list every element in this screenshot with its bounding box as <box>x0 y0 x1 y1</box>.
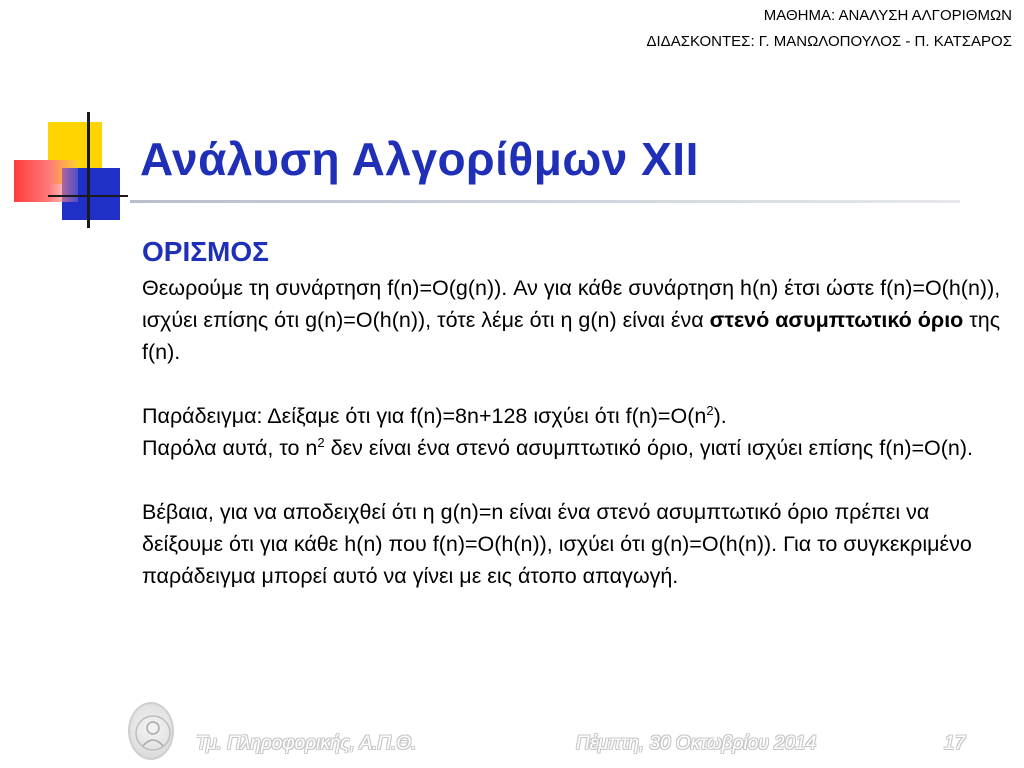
footer-date: Πέμπτη, 30 Οκτωβρίου 2014 <box>576 733 817 754</box>
page-title: Ανάλυση Αλγορίθμων XII <box>140 133 699 185</box>
title-underline <box>130 200 960 203</box>
footer-page-number: 17 <box>944 733 966 754</box>
conclusion-paragraph: Βέβαια, για να αποδειχθεί ότι η g(n)=n είναι ένα στενό ασυμπτωτικό όριο πρέπει να δείξουμε ότι για κάθε h(n) που f(n)=O(h(n)), ισχύει ότι g(n)=O(h(n)). Για το συγκεκριμένο παράδειγμα μπορεί αυτό να γίνει με εις άτοπο απαγωγή. <box>142 500 972 588</box>
example-text-1: Παράδειγμα: Δείξαμε ότι για f(n)=8n+128 ισχύει ότι f(n)=O(n <box>142 404 707 428</box>
example-text-2: ). <box>713 404 727 428</box>
section-heading: ΟΡΙΣΜΟΣ <box>142 236 269 267</box>
decor-horizontal-line <box>48 195 128 197</box>
definition-bold-term: στενό ασυμπτωτικό όριο <box>709 308 964 332</box>
decor-vertical-line <box>87 112 90 228</box>
example-text-4: δεν είναι ένα στενό ασυμπτωτικό όριο, γιατί ισχύει επίσης f(n)=O(n). <box>324 436 974 460</box>
example-superscript-2: 2 <box>317 434 325 450</box>
footer-department: Τμ. Πληροφορικής, Α.Π.Θ. <box>196 733 417 754</box>
course-header: ΜΑΘΗΜΑ: ΑΝΑΛΥΣΗ ΑΛΓΟΡΙΘΜΩΝ <box>763 7 1012 24</box>
definition-text: Θεωρούμε τη συνάρτηση f(n)=O(g(n)). Αν για κάθε συνάρτηση h(n) έτσι ώστε f(n)=O(h(n)), ισχύει επίσης ότι g(n)=O(h(n)), τότε λέμε ότι η g(n) είναι ένα <box>142 276 1001 332</box>
definition-text-end: της f(n). <box>142 308 1001 364</box>
example-paragraph <box>142 400 1004 464</box>
example-text-3: Παρόλα αυτά, το n <box>142 436 318 460</box>
slide-content <box>142 232 1004 592</box>
definition-paragraph <box>142 272 1004 368</box>
university-seal-icon <box>128 702 174 760</box>
teachers-header: ΔΙΔΑΣΚΟΝΤΕΣ: Γ. ΜΑΝΩΛΟΠΟΥΛΟΣ - Π. ΚΑΤΣΑΡΟΣ <box>646 33 1012 50</box>
example-superscript-1: 2 <box>706 402 714 418</box>
